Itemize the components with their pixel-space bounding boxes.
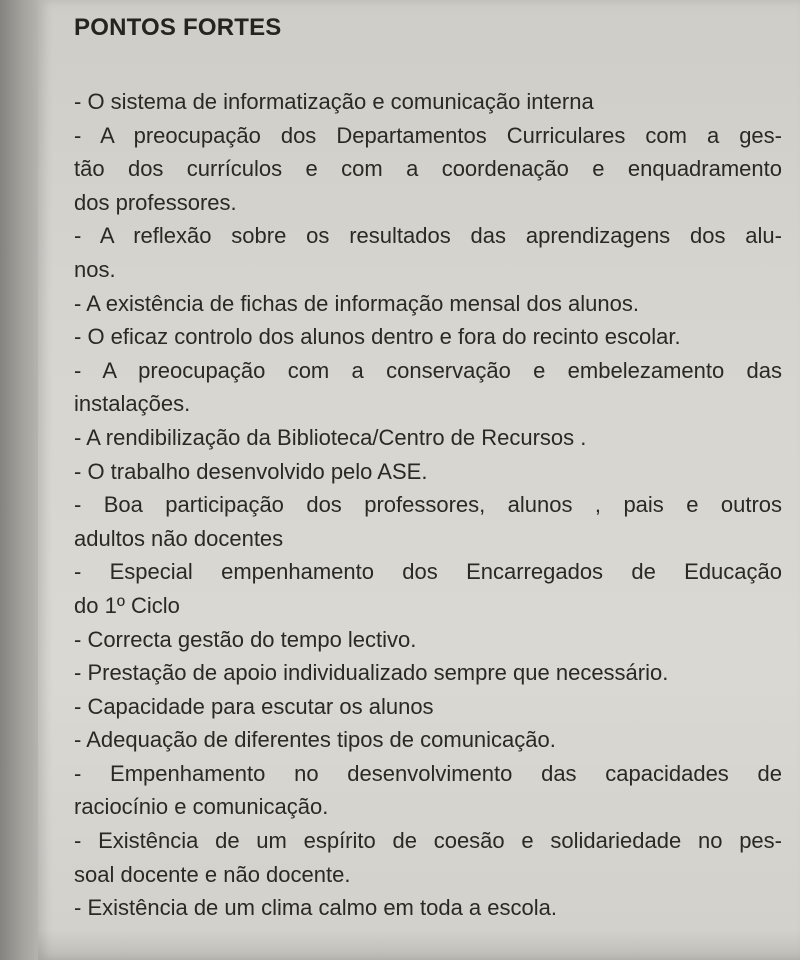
list-line: - O trabalho desenvolvido pelo ASE. [74, 458, 428, 484]
list-line: - A existência de fichas de informação mensal dos alunos. [74, 290, 639, 316]
list-line: soal docente e não docente. [74, 861, 351, 887]
list-line: adultos não docentes [74, 525, 284, 551]
list-line: - Correcta gestão do tempo lectivo. [74, 626, 417, 652]
list-line: nos. [74, 256, 116, 282]
list-line: - Especial empenhamento dos Encarregados de Educação [74, 559, 782, 585]
list-line: do 1º Ciclo [74, 592, 180, 618]
page-bottom-shadow [38, 930, 800, 960]
section-heading: PONTOS FORTES [74, 14, 282, 41]
list-line: - A preocupação com a conservação e embelezamento das [74, 357, 782, 383]
list-line: - O eficaz controlo dos alunos dentro e fora do recinto escolar. [74, 324, 681, 350]
strengths-list [74, 85, 782, 925]
list-line: instalações. [74, 391, 191, 417]
list-line: raciocínio e comunicação. [74, 794, 329, 820]
list-line: - Empenhamento no desenvolvimento das capacidades de [74, 760, 782, 786]
list-line: - Existência de um espírito de coesão e solidariedade no pes- [74, 828, 782, 854]
list-line: - O sistema de informatização e comunicação interna [74, 89, 594, 114]
list-line: - Adequação de diferentes tipos de comunicação. [74, 727, 556, 753]
list-line: dos professores. [74, 189, 237, 215]
list-line: - A rendibilização da Biblioteca/Centro de Recursos . [74, 424, 587, 450]
list-line: - Capacidade para escutar os alunos [74, 693, 434, 719]
list-line: - A reflexão sobre os resultados das aprendizagens dos alu- [74, 223, 782, 249]
list-line: - Existência de um clima calmo em toda a escola. [74, 895, 557, 921]
list-line: - A preocupação dos Departamentos Curriculares com a ges- [74, 122, 782, 148]
list-line: - Prestação de apoio individualizado sempre que necessário. [74, 660, 669, 686]
page-left-edge [0, 0, 40, 960]
list-line: tão dos currículos e com a coordenação e enquadramento [74, 156, 782, 182]
list-line: - Boa participação dos professores, alunos , pais e outros [74, 492, 782, 518]
